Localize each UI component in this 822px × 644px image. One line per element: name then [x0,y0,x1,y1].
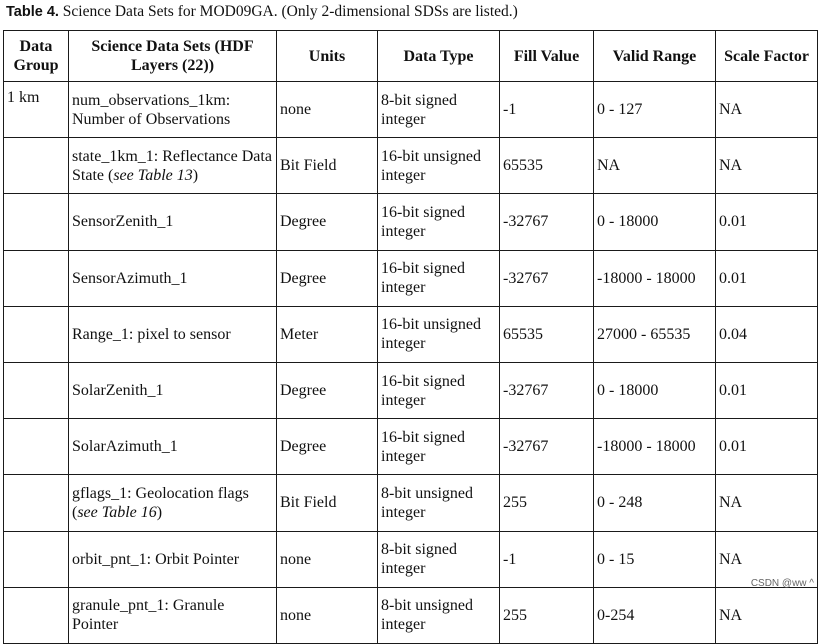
table-row [4,419,818,475]
header-data-group: Data Group [4,31,69,82]
data-type-cell: 16-bit signed integer [378,250,500,306]
sds-name-cell [69,419,277,475]
sds-table-reference: see Table 16 [77,503,157,521]
sds-name-text: orbit_pnt_1: Orbit Pointer [72,550,240,568]
units-cell: none [277,587,378,643]
scale-factor-cell: NA [716,531,818,587]
table-row [4,82,818,138]
units-cell: Bit Field [277,475,378,531]
scale-factor-cell: NA [716,587,818,643]
valid-range-cell: NA [594,138,716,194]
sds-name-cell [69,82,277,138]
table-row [4,531,818,587]
fill-value-cell: 255 [500,475,594,531]
sds-name-text: SensorAzimuth_1 [72,269,188,287]
sds-name-cell [69,587,277,643]
data-group-cell [4,531,69,587]
data-type-cell: 8-bit unsigned integer [378,475,500,531]
fill-value-cell: -32767 [500,194,594,250]
sds-name-cell [69,138,277,194]
scale-factor-cell: NA [716,138,818,194]
caption-text: Science Data Sets for MOD09GA. (Only 2-dimensional SDSs are listed.) [58,3,518,20]
sds-name-cell [69,531,277,587]
scale-factor-cell: 0.04 [716,306,818,362]
data-group-cell [4,475,69,531]
header-units: Units [277,31,378,82]
data-group-cell [4,250,69,306]
fill-value-cell: 65535 [500,138,594,194]
data-type-cell: 16-bit signed integer [378,419,500,475]
sds-name-cell [69,250,277,306]
sds-name-text: gflags_1: Geolocation flags ( [72,484,249,521]
header-row [4,31,818,82]
data-type-cell: 16-bit unsigned integer [378,306,500,362]
units-cell: none [277,531,378,587]
table-row [4,362,818,418]
fill-value-cell: -32767 [500,362,594,418]
valid-range-cell: -18000 - 18000 [594,419,716,475]
data-type-cell: 8-bit signed integer [378,531,500,587]
sds-name-text: num_observations_1km: Number of Observations [72,91,231,128]
units-cell: none [277,82,378,138]
fill-value-cell: 65535 [500,306,594,362]
scale-factor-cell: 0.01 [716,194,818,250]
data-type-cell: 16-bit signed integer [378,194,500,250]
data-group-cell [4,419,69,475]
sds-name-text: SensorZenith_1 [72,213,174,231]
header-valid-range: Valid Range [594,31,716,82]
fill-value-cell: -1 [500,531,594,587]
scale-factor-cell: 0.01 [716,419,818,475]
data-type-cell: 8-bit unsigned integer [378,587,500,643]
data-type-cell: 8-bit signed integer [378,82,500,138]
scale-factor-cell: 0.01 [716,362,818,418]
valid-range-cell: 0 - 15 [594,531,716,587]
data-group-cell [4,362,69,418]
units-cell: Bit Field [277,138,378,194]
data-type-cell: 16-bit unsigned integer [378,138,500,194]
valid-range-cell: 0-254 [594,587,716,643]
sds-name-cell [69,306,277,362]
table-row [4,587,818,643]
sds-name-text: SolarAzimuth_1 [72,438,178,456]
units-cell: Degree [277,419,378,475]
fill-value-cell: -1 [500,82,594,138]
sds-name-tail: ) [192,166,199,184]
sds-name-tail: ) [156,503,163,521]
header-fill-value: Fill Value [500,31,594,82]
header-science-data-sets: Science Data Sets (HDF Layers (22)) [69,31,277,82]
valid-range-cell: 27000 - 65535 [594,306,716,362]
valid-range-cell: 0 - 18000 [594,194,716,250]
valid-range-cell: 0 - 18000 [594,362,716,418]
table-caption [6,3,518,21]
data-group-cell [4,138,69,194]
table-row [4,475,818,531]
table-row [4,194,818,250]
table-row [4,138,818,194]
header-data-type: Data Type [378,31,500,82]
scale-factor-cell: 0.01 [716,250,818,306]
sds-name-text: state_1km_1: Reflectance Data State ( [72,147,272,184]
science-data-sets-table [3,30,818,644]
header-scale-factor: Scale Factor [716,31,818,82]
scale-factor-cell: NA [716,475,818,531]
data-type-cell: 16-bit signed integer [378,362,500,418]
sds-name-cell [69,362,277,418]
table-row [4,250,818,306]
valid-range-cell: -18000 - 18000 [594,250,716,306]
valid-range-cell: 0 - 248 [594,475,716,531]
sds-table-reference: see Table 13 [113,166,193,184]
watermark: CSDN @ww ^ [750,578,814,589]
table-row [4,306,818,362]
sds-name-text: Range_1: pixel to sensor [72,325,231,343]
sds-name-text: granule_pnt_1: Granule Pointer [72,597,225,634]
sds-name-cell [69,475,277,531]
units-cell: Degree [277,362,378,418]
sds-name-cell [69,194,277,250]
data-group-cell: 1 km [4,82,69,138]
fill-value-cell: -32767 [500,250,594,306]
valid-range-cell: 0 - 127 [594,82,716,138]
data-group-cell [4,194,69,250]
data-group-cell [4,587,69,643]
sds-name-text: SolarZenith_1 [72,382,164,400]
fill-value-cell: 255 [500,587,594,643]
scale-factor-cell: NA [716,82,818,138]
units-cell: Meter [277,306,378,362]
units-cell: Degree [277,194,378,250]
fill-value-cell: -32767 [500,419,594,475]
caption-label: Table 4. [6,4,59,20]
units-cell: Degree [277,250,378,306]
data-group-cell [4,306,69,362]
